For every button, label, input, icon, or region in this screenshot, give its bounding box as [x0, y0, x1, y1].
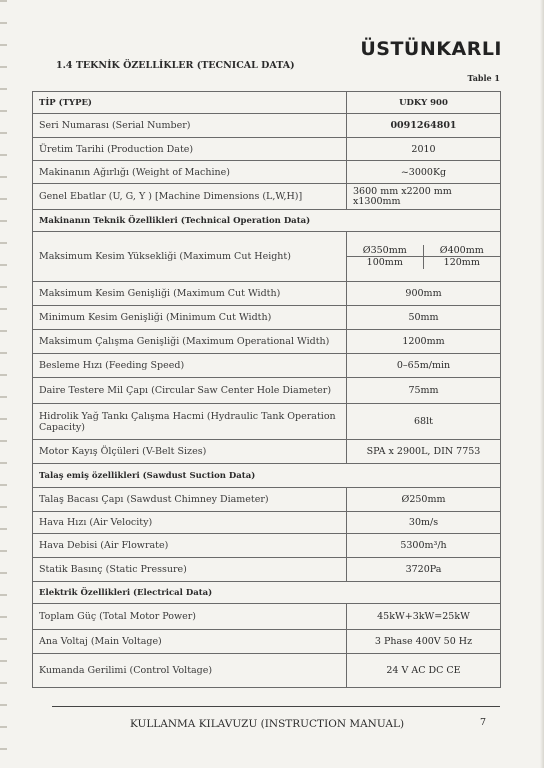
- production-date-value: 2010: [347, 138, 501, 161]
- electrical-section-header: [33, 582, 501, 604]
- table-row: [33, 138, 501, 161]
- hydraulic-tank-label: Hidrolik Yağ Tankı Çalışma Hacmi (Hydraulic Tank Operation Capacity): [33, 404, 347, 440]
- serial-number-label: Seri Numarası (Serial Number): [33, 114, 347, 138]
- table-row: [33, 630, 501, 654]
- feeding-speed-value: 0–65m/min: [347, 354, 501, 378]
- footer-divider: [52, 706, 500, 707]
- table-row: [33, 654, 501, 688]
- max-cut-height-values: [347, 232, 501, 282]
- page-number: 7: [479, 717, 486, 728]
- table-row: [33, 184, 501, 210]
- technical-section-header: [33, 210, 501, 232]
- min-cut-width-label: Minimum Kesim Genişliği (Minimum Cut Width): [33, 306, 347, 330]
- cut-height-a: 100mm: [347, 257, 424, 269]
- max-cut-height-label: Maksimum Kesim Yüksekliği (Maximum Cut Height): [33, 232, 347, 282]
- cut-height-b: 120mm: [443, 257, 480, 268]
- type-value: UDKY 900: [347, 92, 501, 114]
- serial-number-value: 0091264801: [347, 114, 501, 138]
- machine-dimensions-label: Genel Ebatlar (U, G, Y ) [Machine Dimensions (L,W,H)]: [33, 184, 347, 210]
- machine-weight-value: ~3000Kg: [347, 161, 501, 184]
- page-edge-shadow: [540, 0, 544, 768]
- v-belt-label: Motor Kayış Ölçüleri (V-Belt Sizes): [33, 440, 347, 464]
- table-row: [33, 378, 501, 404]
- v-belt-value: SPA x 2900L, DIN 7753: [347, 440, 501, 464]
- binding-edge: [0, 0, 7, 768]
- sawdust-section-header: [33, 464, 501, 488]
- technical-data-table: [32, 91, 501, 688]
- type-row: [33, 92, 501, 114]
- type-label: TİP (TYPE): [33, 92, 347, 114]
- main-voltage-label: Ana Voltaj (Main Voltage): [33, 630, 347, 654]
- min-cut-width-value: 50mm: [347, 306, 501, 330]
- saw-center-hole-label: Daire Testere Mil Çapı (Circular Saw Center Hole Diameter): [33, 378, 347, 404]
- section-title: 1.4 TEKNİK ÖZELLİKLER (TECNICAL DATA): [56, 60, 295, 71]
- max-cut-width-value: 900mm: [347, 282, 501, 306]
- machine-weight-label: Makinanın Ağırlığı (Weight of Machine): [33, 161, 347, 184]
- main-voltage-value: 3 Phase 400V 50 Hz: [347, 630, 501, 654]
- control-voltage-label: Kumanda Gerilimi (Control Voltage): [33, 654, 347, 688]
- feeding-speed-label: Besleme Hızı (Feeding Speed): [33, 354, 347, 378]
- total-power-value: 45kW+3kW=25kW: [347, 604, 501, 630]
- sawdust-section-title: Talaş emiş özellikleri (Sawdust Suction Data): [33, 464, 501, 488]
- table-row: [33, 558, 501, 582]
- static-pressure-value: 3720Pa: [347, 558, 501, 582]
- table-row: [33, 306, 501, 330]
- max-operational-width-value: 1200mm: [347, 330, 501, 354]
- static-pressure-label: Statik Basınç (Static Pressure): [33, 558, 347, 582]
- air-velocity-label: Hava Hızı (Air Velocity): [33, 512, 347, 534]
- air-flowrate-label: Hava Debisi (Air Flowrate): [33, 534, 347, 558]
- technical-section-title: Makinanın Teknik Özellikleri (Technical Operation Data): [33, 210, 501, 232]
- electrical-section-title: Elektrik Özellikleri (Electrical Data): [33, 582, 501, 604]
- table-row: [33, 232, 501, 282]
- footer-title: KULLANMA KILAVUZU (INSTRUCTION MANUAL): [130, 718, 405, 730]
- max-cut-width-label: Maksimum Kesim Genişliği (Maximum Cut Width): [33, 282, 347, 306]
- table-row: [33, 440, 501, 464]
- air-flowrate-value: 5300m³/h: [347, 534, 501, 558]
- blade-diameter-b: Ø400mm: [424, 245, 501, 257]
- production-date-label: Üretim Tarihi (Production Date): [33, 138, 347, 161]
- table-row: [33, 354, 501, 378]
- hydraulic-tank-value: 68lt: [347, 404, 501, 440]
- table-row: [33, 114, 501, 138]
- table-row: [33, 404, 501, 440]
- total-power-label: Toplam Güç (Total Motor Power): [33, 604, 347, 630]
- blade-diameter-a: Ø350mm: [347, 245, 424, 257]
- table-row: [33, 534, 501, 558]
- machine-dimensions-value: 3600 mm x2200 mm x1300mm: [347, 184, 501, 210]
- max-operational-width-label: Maksimum Çalışma Genişliği (Maximum Operational Width): [33, 330, 347, 354]
- table-row: [33, 512, 501, 534]
- control-voltage-value: 24 V AC DC CE: [347, 654, 501, 688]
- chimney-diameter-value: Ø250mm: [347, 488, 501, 512]
- table-row: [33, 330, 501, 354]
- saw-center-hole-value: 75mm: [347, 378, 501, 404]
- table-row: [33, 604, 501, 630]
- table-row: [33, 488, 501, 512]
- table-row: [33, 161, 501, 184]
- table-label: Table 1: [467, 73, 500, 83]
- chimney-diameter-label: Talaş Bacası Çapı (Sawdust Chimney Diameter): [33, 488, 347, 512]
- table-row: [33, 282, 501, 306]
- air-velocity-value: 30m/s: [347, 512, 501, 534]
- brand-logo: ÜSTÜNKARLI: [360, 38, 502, 60]
